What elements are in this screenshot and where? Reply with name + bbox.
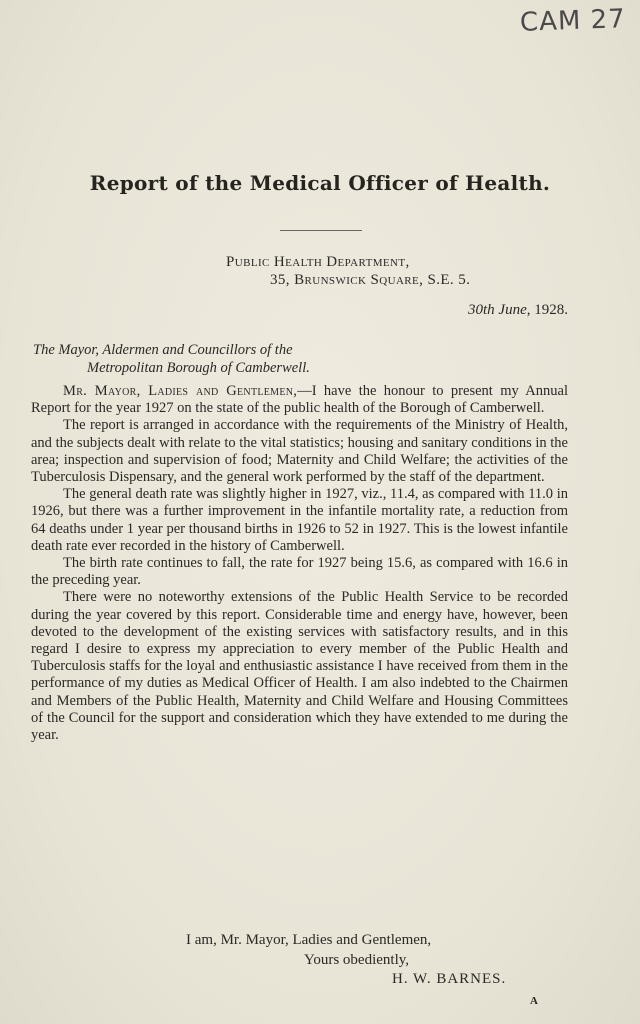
paragraph-death-rate: The general death rate was slightly higher in 1927, viz., 11.4, as compared with 11.0 in 1926, but there was a further improvement in the infantile mortality rate, a reduction from 64 deaths under 1 year per thousand births in 1926 to 52 in 1927. This is the lowest infantile death rate ever recorded in the history of Camberwell.	[31, 486, 568, 554]
paragraph-birth-rate: The birth rate continues to fall, the rate for 1927 being 15.6, as compared with 16.6 in the preceding year.	[31, 555, 568, 589]
salutation-line-1: The Mayor, Aldermen and Councillors of the	[33, 342, 293, 358]
address-street: 35, Brunswick Square, S.E. 5.	[270, 272, 471, 288]
report-body	[31, 383, 568, 744]
report-title: Report of the Medical Officer of Health.	[89, 171, 551, 195]
signature: H. W. BARNES.	[392, 971, 507, 987]
address-department: Public Health Department,	[226, 254, 410, 270]
title-divider	[280, 230, 362, 231]
date-day-month: 30th June	[468, 302, 527, 318]
opening-address: Mr. Mayor, Ladies and Gentlemen,	[63, 383, 298, 399]
salutation-line-2: Metropolitan Borough of Camberwell.	[87, 360, 310, 376]
date-year: , 1928.	[526, 302, 568, 318]
salutation	[33, 341, 310, 377]
closing-line: I am, Mr. Mayor, Ladies and Gentlemen,	[186, 932, 432, 948]
paragraph-report-scope: The report is arranged in accordance with the requirements of the Ministry of Health, and the subjects dealt with relate to the vital statistics; housing and sanitary conditions in the area; inspection and supervision of food; Maternity and Child Welfare; the activities of the Tuberculosis Dispensary, and the general work performed by the staff of the department.	[31, 417, 568, 486]
paragraph-acknowledgements: There were no noteworthy extensions of the Public Health Service to be recorded during the year covered by this report. Considerable time and energy have, however, been devoted to the development of the existing services with satisfactory results, and in this regard I desire to express my appreciation to every member of the Public Health and Tuberculosis staffs for the loyal and enthusiastic assistance I have received from them in the performance of my duties as Medical Officer of Health. I am also indebted to the Chairmen and Members of the Public Health, Maternity and Child Welfare and Housing Committees of the Council for the support and consideration which they have extended to me during the year.	[31, 589, 568, 744]
signature-mark: A	[530, 995, 538, 1007]
report-date	[468, 302, 568, 319]
opening-text: —I have the honour to present my Annual Report for the year 1927 on the state of the public health of the Borough of Camberwell.	[31, 383, 568, 417]
closing-valediction: Yours obediently,	[304, 952, 410, 968]
paragraph-opening	[31, 383, 568, 417]
handwritten-archive-note: CAM 27	[519, 4, 627, 38]
